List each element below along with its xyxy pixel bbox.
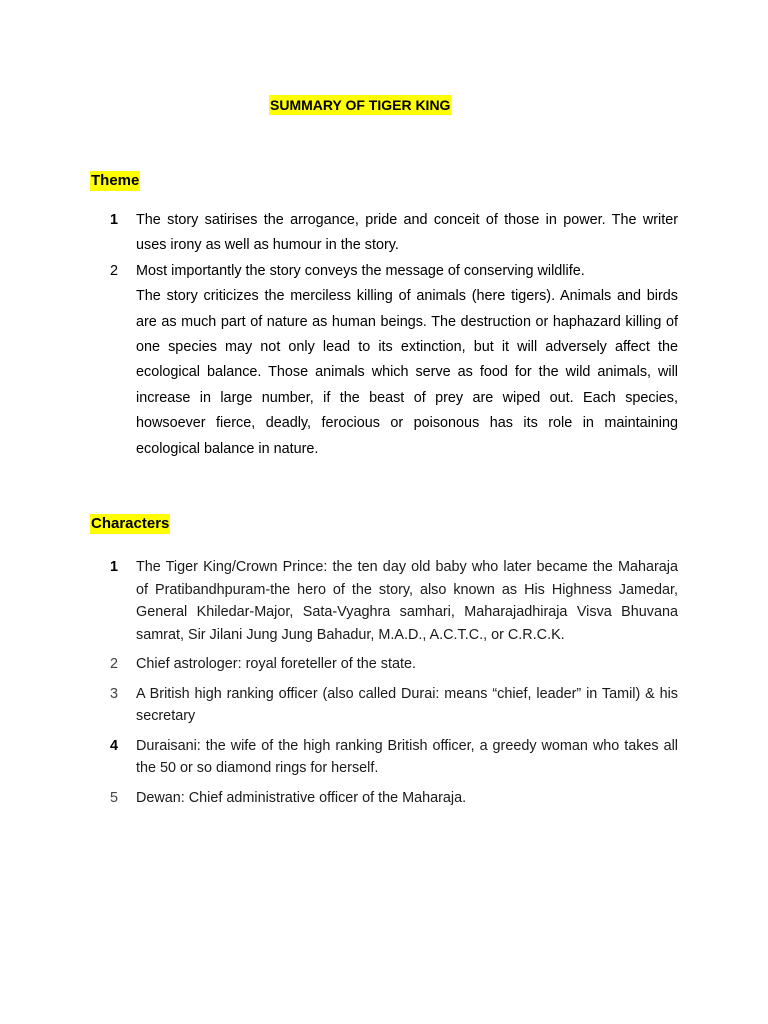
character-item-5 [110, 787, 678, 810]
character-item-5-number: 5 [110, 789, 119, 806]
characters-heading: Characters [91, 515, 170, 532]
character-item-4 [110, 735, 678, 780]
theme-item-2-paragraph-1: Most importantly the story conveys the message of conserving wildlife. [136, 262, 585, 279]
theme-item-1-number: 1 [110, 212, 119, 228]
character-item-3 [110, 683, 678, 728]
character-item-1-number: 1 [110, 559, 119, 575]
character-item-1-text: The Tiger King/Crown Prince: the ten day old baby who later became the Maharaja of Pratibandhpuram-the hero of the story, also known as His Highness Jamedar, General Khiledar-Major, Sata-Vyaghra samhari, Maharajadhiraja Visva Bhuvana samrat, Sir Jilani Jung Jung Bahadur, M.A.D., A.C.T.C., or C.R.C.K. [136, 559, 678, 643]
theme-item-1-paragraph-1: The story satirises the arrogance, pride and conceit of those in power. The writer uses irony as well as humour in the story. [136, 212, 678, 254]
character-item-3-number: 3 [110, 685, 119, 702]
character-item-2 [110, 653, 678, 676]
character-item-2-text: Chief astrologer: royal foreteller of the state. [136, 656, 416, 672]
theme-item-2-text [136, 259, 678, 462]
theme-item-2 [110, 259, 678, 462]
theme-list [110, 208, 678, 462]
theme-heading: Theme [91, 172, 140, 189]
character-item-4-text: Duraisani: the wife of the high ranking British officer, a greedy woman who takes all the 50 or so diamond rings for herself. [136, 737, 678, 776]
theme-item-1 [110, 208, 678, 259]
character-item-3-text: A British high ranking officer (also called Durai: means “chief, leader” in Tamil) & his secretary [136, 685, 678, 724]
character-item-1 [110, 556, 678, 646]
theme-item-2-paragraph-2: The story criticizes the merciless killing of animals (here tigers). Animals and birds are as much part of nature as human beings. The destruction or haphazard killing of one species may not only lead to its extinction, but it will adversely affect the ecological balance. Those animals which serve as food for the wild animals, will increase in large number, if the beast of prey are wiped out. Each species, howsoever fierce, deadly, ferocious or poisonous has its role in maintaining ecological balance in nature. [136, 288, 678, 457]
character-item-4-number: 4 [110, 737, 119, 754]
theme-item-2-number: 2 [110, 262, 119, 279]
characters-list [110, 556, 678, 816]
document-title: SUMMARY OF TIGER KING [270, 97, 451, 113]
character-item-2-number: 2 [110, 656, 119, 672]
theme-item-1-text [136, 208, 678, 259]
character-item-5-text: Dewan: Chief administrative officer of the Maharaja. [136, 789, 467, 806]
